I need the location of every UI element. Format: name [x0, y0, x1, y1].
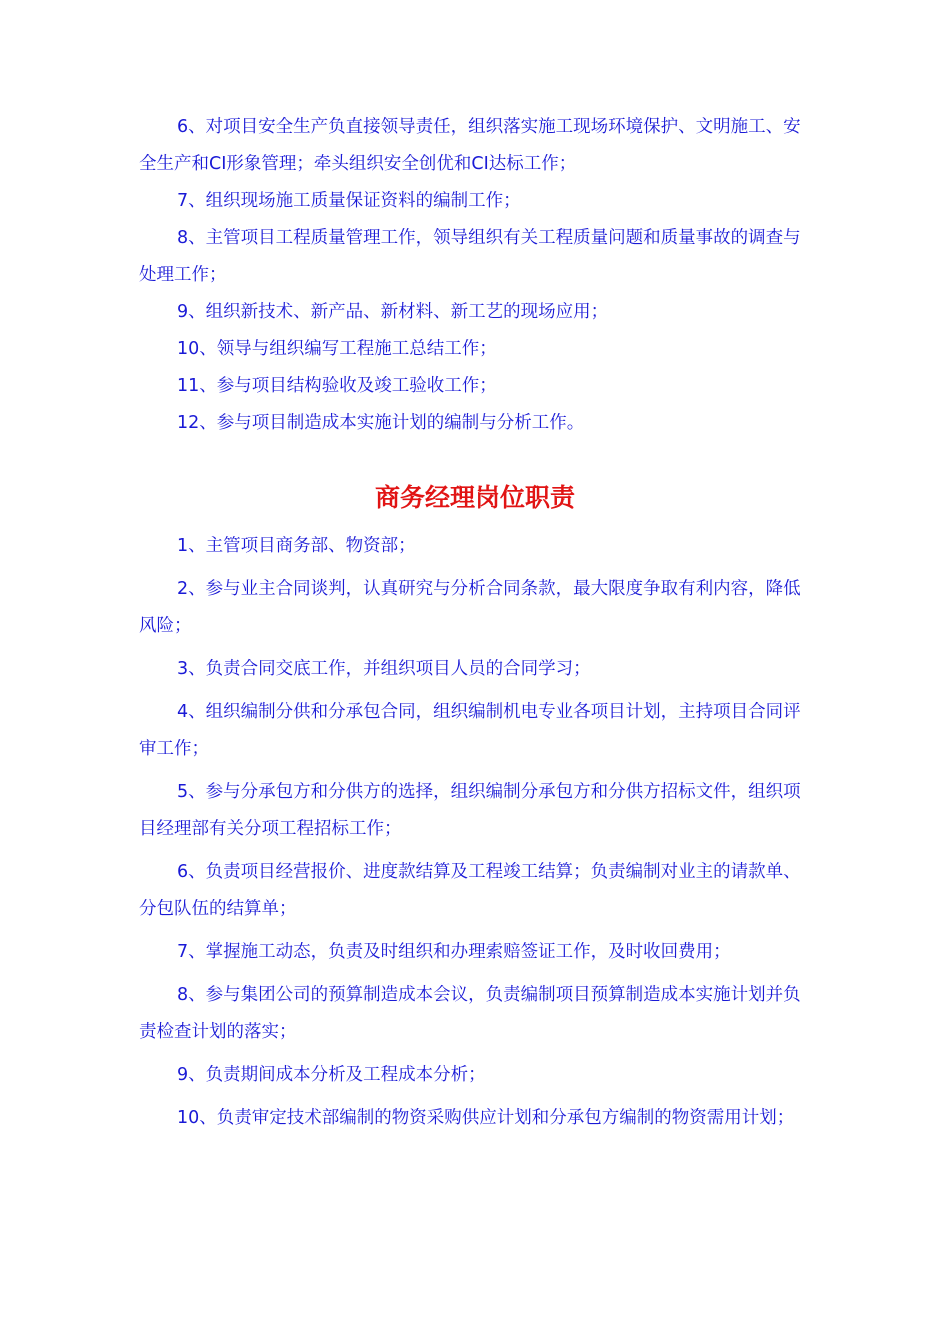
list-item: 6、对项目安全生产负直接领导责任，组织落实施工现场环境保护、文明施工、安全生产和CI形象管理；牵头组织安全创优和CI达标工作； — [139, 117, 801, 174]
list-item: 6、负责项目经营报价、进度款结算及工程竣工结算；负责编制对业主的请款单、分包队伍的结算单； — [139, 862, 801, 919]
list-item: 9、负责期间成本分析及工程成本分析； — [177, 1065, 486, 1085]
list-item: 12、参与项目制造成本实施计划的编制与分析工作。 — [177, 413, 585, 433]
list-item: 7、组织现场施工质量保证资料的编制工作； — [177, 191, 521, 211]
section-title: 商务经理岗位职责 — [374, 483, 575, 512]
list-item: 11、参与项目结构验收及竣工验收工作； — [177, 376, 497, 396]
section1-list — [139, 109, 817, 442]
list-item: 10、负责审定技术部编制的物资采购供应计划和分承包方编制的物资需用计划； — [177, 1108, 795, 1128]
list-item: 7、掌握施工动态，负责及时组织和办理索赔签证工作，及时收回费用； — [177, 942, 731, 962]
list-item: 3、负责合同交底工作，并组织项目人员的合同学习； — [177, 659, 591, 679]
list-item: 10、领导与组织编写工程施工总结工作； — [177, 339, 497, 359]
list-item: 1、主管项目商务部、物资部； — [177, 536, 416, 556]
list-item: 8、主管项目工程质量管理工作，领导组织有关工程质量问题和质量事故的调查与处理工作； — [139, 228, 801, 285]
list-item: 5、参与分承包方和分供方的选择，组织编制分承包方和分供方招标文件，组织项目经理部有关分项工程招标工作； — [139, 782, 801, 839]
list-item: 8、参与集团公司的预算制造成本会议，负责编制项目预算制造成本实施计划并负责检查计划的落实； — [139, 985, 801, 1042]
list-item: 2、参与业主合同谈判，认真研究与分析合同条款，最大限度争取有利内容，降低风险； — [139, 579, 801, 636]
list-item: 4、组织编制分供和分承包合同，组织编制机电专业各项目计划，主持项目合同评审工作； — [139, 702, 801, 759]
section2-list — [139, 528, 817, 1143]
list-item: 9、组织新技术、新产品、新材料、新工艺的现场应用； — [177, 302, 609, 322]
